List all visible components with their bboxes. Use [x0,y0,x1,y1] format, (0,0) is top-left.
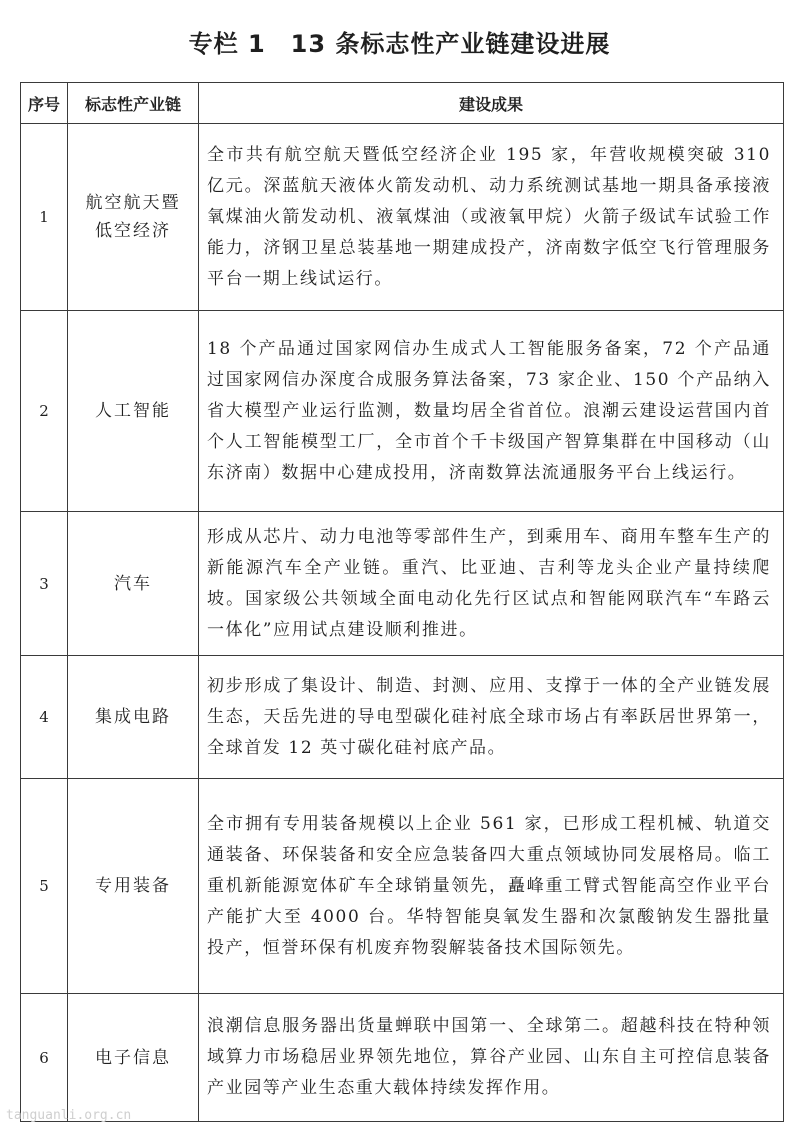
header-index: 序号 [21,83,68,124]
table-row [21,124,784,311]
table-row [21,311,784,512]
row-index: 3 [21,512,68,656]
table-row [21,779,784,994]
page-title: 专栏 1 13 条标志性产业链建设进展 [188,30,611,58]
table-row [21,994,784,1122]
row-chain: 电子信息 [68,994,199,1122]
row-index: 2 [21,311,68,512]
table-row [21,656,784,779]
table-header [21,83,784,124]
row-index: 1 [21,124,68,311]
row-chain: 专用装备 [68,779,199,994]
header-result: 建设成果 [199,83,784,124]
watermark: tanguanli.org.cn [6,1108,132,1123]
table-body [21,124,784,1122]
industry-chain-table [20,82,784,1122]
table-row [21,512,784,656]
row-result: 全市拥有专用装备规模以上企业 561 家，已形成工程机械、轨道交通装备、环保装备和安全应急装备四大重点领域协同发展格局。临工重机新能源宽体矿车全球销量领先，矗峰重工臂式智能高空作业平台产能扩大至 4000 台。华特智能臭氧发生器和次氯酸钠发生器批量投产，恒誉环保有机废弃物裂解装备技术国际领先。 [199,779,784,994]
row-chain [68,124,199,311]
row-result: 初步形成了集设计、制造、封测、应用、支撑于一体的全产业链发展生态，天岳先进的导电型碳化硅衬底全球市场占有率跃居世界第一，全球首发 12 英寸碳化硅衬底产品。 [199,656,784,779]
row-result: 形成从芯片、动力电池等零部件生产，到乘用车、商用车整车生产的新能源汽车全产业链。重汽、比亚迪、吉利等龙头企业产量持续爬坡。国家级公共领域全面电动化先行区试点和智能网联汽车“车路云一体化”应用试点建设顺利推进。 [199,512,784,656]
row-result: 浪潮信息服务器出货量蝉联中国第一、全球第二。超越科技在特种领域算力市场稳居业界领先地位，算谷产业园、山东自主可控信息装备产业园等产业生态重大载体持续发挥作用。 [199,994,784,1122]
row-chain-text: 航空航天暨 低空经济 [85,193,181,241]
row-result: 18 个产品通过国家网信办生成式人工智能服务备案，72 个产品通过国家网信办深度合成服务算法备案，73 家企业、150 个产品纳入省大模型产业运行监测，数量均居全省首位。浪潮云建设运营国内首个人工智能模型工厂，全市首个千卡级国产智算集群在中国移动（山东济南）数据中心建成投用，济南数算法流通服务平台上线运行。 [199,311,784,512]
row-chain: 汽车 [68,512,199,656]
row-chain: 人工智能 [68,311,199,512]
row-result: 全市共有航空航天暨低空经济企业 195 家，年营收规模突破 310 亿元。深蓝航天液体火箭发动机、动力系统测试基地一期具备承接液氧煤油火箭发动机、液氧煤油（或液氧甲烷）火箭子级试车试验工作能力，济钢卫星总装基地一期建成投产，济南数字低空飞行管理服务平台一期上线试运行。 [199,124,784,311]
header-row [21,83,784,124]
row-index: 4 [21,656,68,779]
header-chain: 标志性产业链 [68,83,199,124]
row-index: 6 [21,994,68,1122]
row-chain: 集成电路 [68,656,199,779]
row-index: 5 [21,779,68,994]
